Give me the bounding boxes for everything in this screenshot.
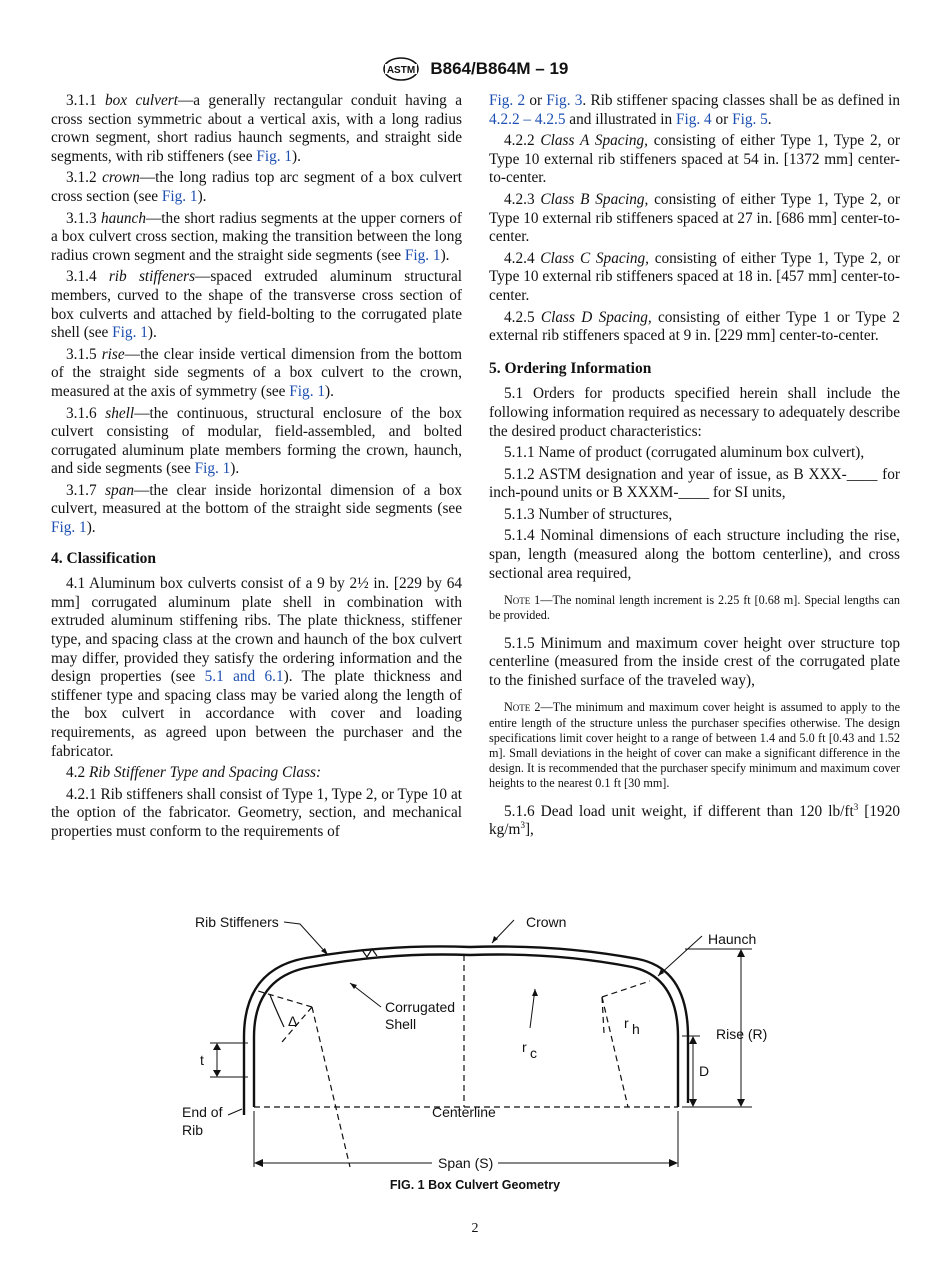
- page-number: 2: [471, 1221, 479, 1236]
- paragraph-4-2: 4.2 Rib Stiffener Type and Spacing Class:: [66, 764, 322, 782]
- fig-1-link[interactable]: Fig. 1: [404, 246, 441, 264]
- paragraph-4-1: 4.1 Aluminum box culverts consist of a 9 by 2½ in. [229 by 64 mm] corrugated aluminum plate shell in combination with extruded aluminum stiffening ribs. The plate thickness, stiffener type, and spacing class at the crown and haunch of the box culvert may differ, provided they satisfy the ordering information and the design properties (see 5.1 and 6.1). The plate thickness and stiffener type and spacing class may be varied along the length of the box culvert in accordance with cover and loading requirements, as agreed upon between the purchaser and the fabricator.: [51, 575, 463, 760]
- label-shell: Shell: [385, 1016, 417, 1032]
- section-5-1-6-1-link[interactable]: 5.1 and 6.1: [204, 668, 284, 686]
- paragraph-5-1-5: 5.1.5 Minimum and maximum cover height over structure top centerline (measured from the inside crest of the corrugated plate to the finished surface of the traveled way),: [489, 634, 900, 689]
- definition-box-culvert: 3.1.1 box culvert—a generally rectangular conduit having a cross section symmetric about a vertical axis, with a long radius crown segment, short radius haunch segments, and straight side segments, with rib stiffeners (see Fig. 1).: [51, 92, 463, 165]
- paragraph-5-1-4: 5.1.4 Nominal dimensions of each structure including the rise, span, length (measured along the bottom centerline), and cross sectional area required,: [489, 527, 900, 582]
- label-end-of: End of: [182, 1104, 223, 1120]
- rise-arrow-up: [737, 949, 745, 957]
- rib-stiffeners-leader: [284, 922, 328, 955]
- paragraph-5-1: 5.1 Orders for products specified herein shall include the following information required as necessary to adequately describe the desired product characteristics:: [489, 385, 900, 440]
- end-of-rib-leader: [228, 1109, 242, 1115]
- paragraph-5-1-1: 5.1.1 Name of product (corrugated aluminum box culvert),: [504, 444, 865, 462]
- label-rc-r: r: [522, 1039, 527, 1055]
- t-arrow-up: [213, 1043, 221, 1050]
- fig-3-link[interactable]: Fig. 3: [546, 92, 583, 109]
- paragraph-5-1-2: 5.1.2 ASTM designation and year of issue, as B XXX-____ for inch-pound units or B XXXM-____ for SI units,: [489, 465, 900, 502]
- label-haunch: Haunch: [708, 931, 757, 947]
- label-t: t: [200, 1052, 204, 1068]
- left-haunch-radius: [312, 1007, 350, 1167]
- d-arrow-down: [689, 1099, 697, 1107]
- paragraph-5-1-6: 5.1.6 Dead load unit weight, if different than 120 $lb/ft^3$ [1920 $kg/m^3$],: [489, 801, 900, 839]
- paragraph-4-2-5: 4.2.5 Class D Spacing, consisting of either Type 1 or Type 2 external rib stiffeners spaced at 9 in. [229 mm] center-to-center.: [489, 308, 900, 345]
- label-rh-h: h: [632, 1021, 640, 1037]
- label-rib-stiffeners: Rib Stiffeners: [195, 914, 279, 930]
- note-1: Note 1—The nominal length increment is 2.25 ft [0.68 m]. Special lengths can be provided.: [489, 593, 900, 623]
- page-header: [0, 56, 950, 82]
- definition-shell: 3.1.6 shell—the continuous, structural enclosure of the box culvert consisting of modular, field-assembled, and bolted corrugated aluminum plate members forming the crown, haunch, and side segments (see Fig. 1).: [51, 404, 462, 478]
- label-centerline: Centerline: [432, 1104, 496, 1120]
- rc-arrowhead: [532, 989, 538, 996]
- rise-arrow-down: [737, 1099, 745, 1107]
- fig-1-link[interactable]: Fig. 1: [51, 519, 87, 537]
- label-crown: Crown: [526, 914, 567, 930]
- rib-profile: [244, 946, 688, 1115]
- span-arrow-right: [669, 1159, 678, 1167]
- logo-text: ASTM: [386, 65, 415, 76]
- fig-1-link[interactable]: Fig. 1: [112, 324, 148, 342]
- box-culvert-diagram: [170, 905, 790, 1175]
- definition-rib-stiffeners: 3.1.4 rib stiffeners—spaced extruded aluminum structural members, curved to the shape of the transverse cross section of box culverts and attached by field-bolting to the corrugated plate shell (see Fig. 1).: [51, 268, 462, 342]
- right-radius-a: [602, 981, 650, 997]
- standard-designation: B864/B864M – 19: [430, 59, 569, 78]
- fig-1-link[interactable]: Fig. 1: [194, 460, 231, 478]
- paragraph-4-2-4: 4.2.4 Class C Spacing, consisting of either Type 1, Type 2, or Type 10 external rib stiffeners spaced at 18 in. [457 mm] center-to-center.: [489, 249, 900, 304]
- label-delta: Δ: [288, 1013, 298, 1029]
- t-arrow-down: [213, 1070, 221, 1077]
- delta-arc: [270, 995, 284, 1027]
- paragraph-4-2-2: 4.2.2 Class A Spacing, consisting of either Type 1, Type 2, or Type 10 external rib stiffeners spaced at 54 in. [1372 mm] center-to-center.: [489, 132, 900, 187]
- label-rh-r: r: [624, 1015, 629, 1031]
- label-corrugated: Corrugated: [385, 999, 456, 1015]
- d-arrow-up: [689, 1036, 697, 1044]
- section-4-2-2-link[interactable]: 4.2.2 – 4.2.5: [489, 110, 566, 128]
- fig-1-link[interactable]: Fig. 1: [256, 147, 293, 165]
- label-rise: Rise (R): [716, 1026, 768, 1042]
- paragraph-4-2-3: 4.2.3 Class B Spacing, consisting of either Type 1, Type 2, or Type 10 external rib stiffeners spaced at 27 in. [686 mm] center-to-center.: [489, 190, 900, 246]
- note-2: Note 2—The minimum and maximum cover height is assumed to apply to the entire length of the structure unless the purchaser specifies otherwise. The design specifications limit cover height to a range of between 1.4 and 5.0 ft [0.43 and 1.52 m]. Small deviations in the height of cover can make a significant difference in the design. It is recommended that the purchaser specify minimum and maximum cover heights to the nearest 0.1 ft [30 mm].: [489, 700, 900, 791]
- paragraph-4-2-1: 4.2.1 Rib stiffeners shall consist of Type 1, Type 2, or Type 10 at the option of the fabricator. Geometry, section, and mechanical properties must conform to the requirements of: [51, 785, 462, 840]
- right-haunch-radius: [602, 997, 628, 1107]
- definition-rise: 3.1.5 rise—the clear inside vertical dimension from the bottom of the straight side segments of a box culvert to the crown, measured at the axis of symmetry (see Fig. 1).: [51, 345, 462, 400]
- haunch-leader: [658, 936, 702, 976]
- definition-span: 3.1.7 span—the clear inside horizontal dimension of a box culvert, measured at the bottom of the straight side segments (see Fig. 1).: [51, 481, 463, 537]
- fig-4-link[interactable]: Fig. 4: [675, 110, 712, 128]
- definition-haunch: 3.1.3 haunch—the short radius segments at the upper corners of a box culvert cross section, making the transition between the long radius crown segment and the straight side segments (see Fig. 1).: [51, 209, 462, 264]
- label-rc-c: c: [530, 1045, 537, 1061]
- astm-logo-icon: [382, 56, 420, 82]
- label-rib: Rib: [182, 1122, 204, 1138]
- definition-crown: 3.1.2 crown—the long radius top arc segment of a box culvert cross section (see Fig. 1).: [51, 169, 462, 205]
- label-d: D: [699, 1063, 710, 1079]
- figure-caption: FIG. 1 Box Culvert Geometry: [389, 1178, 561, 1192]
- span-arrow-left: [254, 1159, 263, 1167]
- left-column: [51, 92, 462, 845]
- paragraph-4-2-1-continued: Fig. 2 or Fig. 3. Rib stiffener spacing classes shall be as defined in 4.2.2 – 4.2.5 and illustrated in Fig. 4 or Fig. 5.: [489, 92, 901, 128]
- fig-2-link[interactable]: Fig. 2: [489, 92, 526, 109]
- figure-1-box-culvert-geometry: [170, 905, 790, 1175]
- section-4-heading: 4. Classification: [51, 549, 157, 567]
- right-column: [489, 92, 900, 843]
- paragraph-5-1-3: 5.1.3 Number of structures,: [504, 505, 673, 523]
- label-span: Span (S): [438, 1155, 494, 1171]
- fig-1-link[interactable]: Fig. 1: [161, 187, 198, 205]
- fig-1-link[interactable]: Fig. 1: [289, 382, 325, 400]
- section-5-heading: 5. Ordering Information: [489, 359, 652, 377]
- fig-5-link[interactable]: Fig. 5: [732, 110, 768, 128]
